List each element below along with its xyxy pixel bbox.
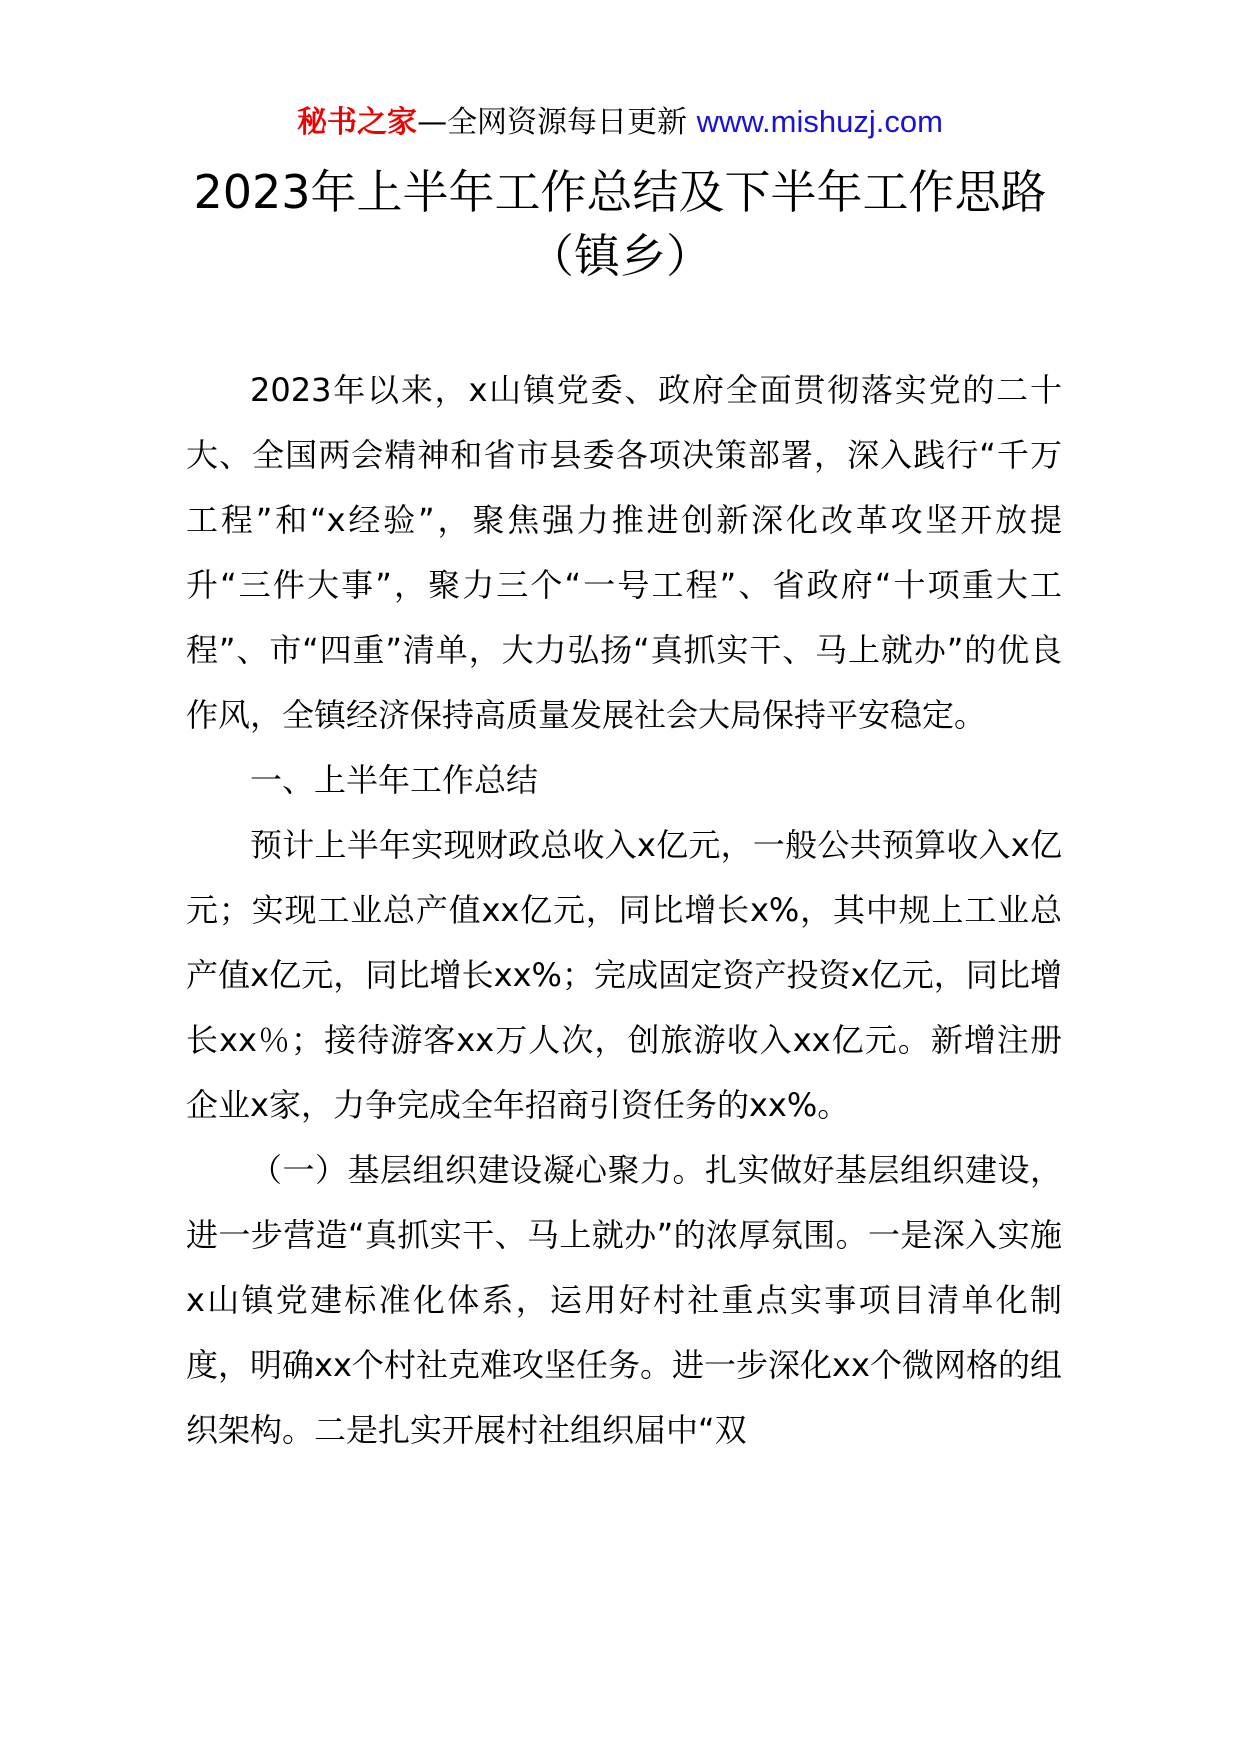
title-line-2: （镇乡） (528, 229, 712, 283)
document-body (186, 358, 1062, 1463)
document-title (0, 160, 1240, 288)
section-heading: 一、上半年工作总结 (250, 761, 539, 799)
brand-name: 秘书之家 (297, 105, 418, 140)
title-line-1: 2023年上半年工作总结及下半年工作思路 (193, 165, 1047, 219)
summary-paragraph: 预计上半年实现财政总收入x亿元，一般公共预算收入x亿元；实现工业总产值xx亿元，同比增长x%，其中规上工业总产值x亿元，同比增长xx%；完成固定资产投资x亿元，同比增长xx％；接待游客xx万人次，创旅游收入xx亿元。新增注册企业x家，力争完成全年招商引资任务的xx%。 (186, 826, 1062, 1124)
site-url-link[interactable]: www.mishuzj.com (696, 104, 943, 139)
intro-paragraph: 2023年以来，x山镇党委、政府全面贯彻落实党的二十大、全国两会精神和省市县委各项决策部署，深入践行“千万工程”和“x经验”，聚焦强力推进创新深化改革攻坚开放提升“三件大事”，聚力三个“一号工程”、省政府“十项重大工程”、市“四重”清单，大力弘扬“真抓实干、马上就办”的优良作风，全镇经济保持高质量发展社会大局保持平安稳定。 (186, 371, 1062, 734)
subsection-paragraph: （一）基层组织建设凝心聚力。扎实做好基层组织建设，进一步营造“真抓实干、马上就办”的浓厚氛围。一是深入实施x山镇党建标准化体系，运用好村社重点实事项目清单化制度，明确xx个村社克难攻坚任务。进一步深化xx个微网格的组织架构。二是扎实开展村社组织届中“双 (186, 1151, 1062, 1449)
header-tagline: —全网资源每日更新 (417, 105, 697, 140)
site-header (0, 100, 1240, 145)
